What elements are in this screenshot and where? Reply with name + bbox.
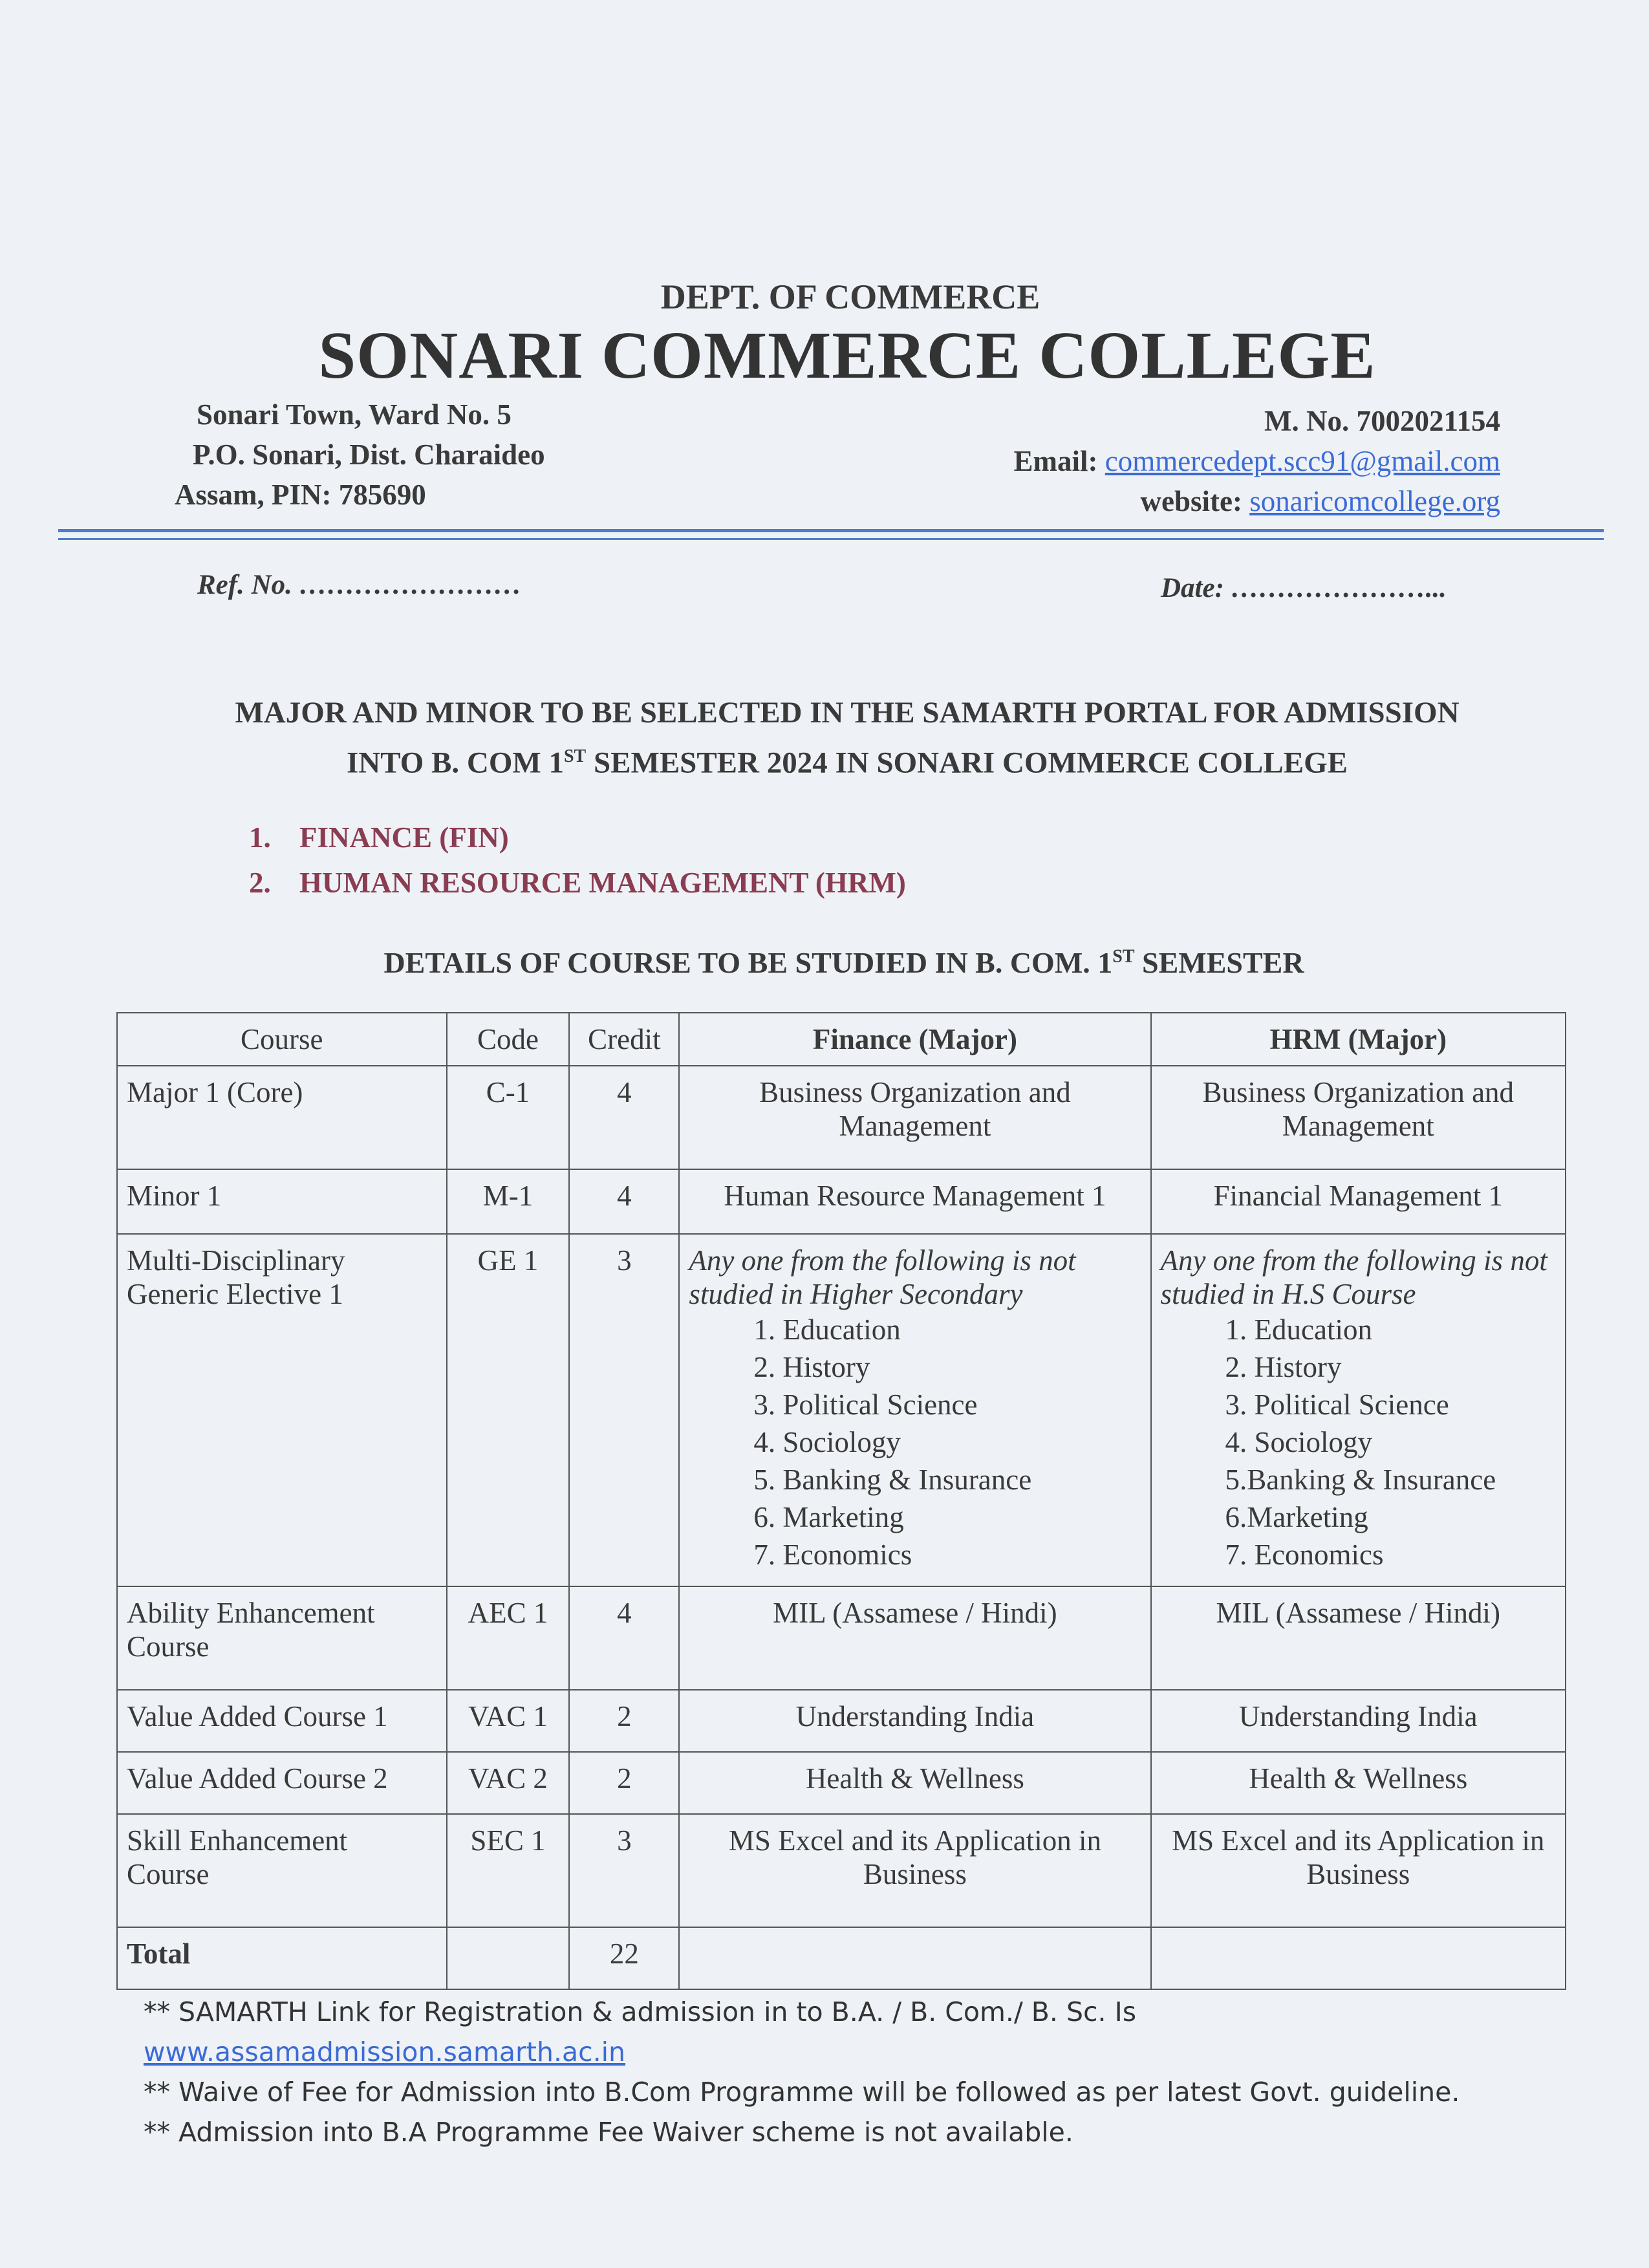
ref-number: Ref. No. …………………… bbox=[197, 570, 522, 600]
mobile-number: M. No. 7002021154 bbox=[1264, 405, 1500, 437]
list-item: 5.Banking & Insurance bbox=[1225, 1463, 1496, 1496]
note-ba-waiver: ** Admission into B.A Programme Fee Waiver scheme is not available. bbox=[144, 2117, 1073, 2148]
table-row bbox=[117, 1690, 1566, 1752]
cell-code: VAC 1 bbox=[447, 1690, 570, 1752]
cell-credit: 3 bbox=[569, 1814, 679, 1927]
list-item: 2. HUMAN RESOURCE MANAGEMENT (HRM) bbox=[249, 867, 906, 899]
college-address bbox=[175, 394, 545, 515]
table-header-row bbox=[117, 1013, 1566, 1066]
website-line bbox=[1014, 481, 1500, 521]
cell-course: Multi-Disciplinary Generic Elective 1 bbox=[117, 1234, 447, 1586]
address-line: Assam, PIN: 785690 bbox=[175, 479, 426, 511]
note-samarth: ** SAMARTH Link for Registration & admission in to B.A. / B. Com./ B. Sc. Is bbox=[144, 1996, 1137, 2027]
cell-code: VAC 2 bbox=[447, 1752, 570, 1814]
cell-course: Minor 1 bbox=[117, 1169, 447, 1234]
website-link[interactable]: sonaricomcollege.org bbox=[1249, 485, 1500, 517]
contact-block bbox=[1014, 401, 1500, 521]
cell-code: SEC 1 bbox=[447, 1814, 570, 1927]
email-link[interactable]: commercedept.scc91@gmail.com bbox=[1105, 445, 1500, 477]
list-item: 6. Marketing bbox=[753, 1501, 904, 1533]
table-row bbox=[117, 1814, 1566, 1927]
cell-credit: 4 bbox=[569, 1169, 679, 1234]
cell-hrm: Financial Management 1 bbox=[1151, 1169, 1566, 1234]
list-item: 1. Education bbox=[753, 1313, 901, 1346]
cell-hrm: Business Organization and Management bbox=[1151, 1066, 1566, 1169]
elective-note: Any one from the following is not studied in H.S Course bbox=[1160, 1244, 1547, 1310]
cell-code: AEC 1 bbox=[447, 1586, 570, 1690]
majors-list bbox=[249, 815, 906, 905]
heading-line-1: MAJOR AND MINOR TO BE SELECTED IN THE SAMARTH PORTAL FOR ADMISSION bbox=[235, 696, 1460, 729]
letterhead-divider bbox=[58, 529, 1604, 532]
table-row bbox=[117, 1169, 1566, 1234]
cell-empty bbox=[447, 1927, 570, 1989]
course-table bbox=[116, 1012, 1566, 1990]
address-line: Sonari Town, Ward No. 5 bbox=[197, 398, 512, 431]
cell-course: Value Added Course 1 bbox=[117, 1690, 447, 1752]
cell-hrm: Health & Wellness bbox=[1151, 1752, 1566, 1814]
cell-code: GE 1 bbox=[447, 1234, 570, 1586]
cell-finance: MS Excel and its Application in Business bbox=[679, 1814, 1150, 1927]
cell-finance: Business Organization and Management bbox=[679, 1066, 1150, 1169]
cell-hrm: Understanding India bbox=[1151, 1690, 1566, 1752]
cell-empty bbox=[1151, 1927, 1566, 1989]
cell-course: Ability Enhancement Course bbox=[117, 1586, 447, 1690]
cell-credit: 3 bbox=[569, 1234, 679, 1586]
table-total-row bbox=[117, 1927, 1566, 1989]
email-line bbox=[1014, 441, 1500, 481]
elective-list bbox=[1161, 1311, 1556, 1573]
note-fee-waiver: ** Waive of Fee for Admission into B.Com Programme will be followed as per latest Govt. guideline. bbox=[144, 2077, 1460, 2108]
cell-course: Value Added Course 2 bbox=[117, 1752, 447, 1814]
list-item: 7. Economics bbox=[753, 1539, 912, 1571]
list-item: 2. History bbox=[753, 1351, 870, 1383]
table-row bbox=[117, 1066, 1566, 1169]
heading-line-2: INTO B. COM 1ST SEMESTER 2024 IN SONARI COMMERCE COLLEGE bbox=[346, 746, 1348, 780]
email-label: Email: bbox=[1013, 445, 1098, 477]
cell-code: M-1 bbox=[447, 1169, 570, 1234]
dept-title: DEPT. OF COMMERCE bbox=[660, 277, 1040, 316]
list-item: 3. Political Science bbox=[753, 1388, 978, 1421]
footer-notes bbox=[144, 1992, 1460, 2152]
cell-finance: Human Resource Management 1 bbox=[679, 1169, 1150, 1234]
list-item: 4. Sociology bbox=[1225, 1426, 1373, 1458]
cell-credit: 2 bbox=[569, 1752, 679, 1814]
cell-hrm: MS Excel and its Application in Business bbox=[1151, 1814, 1566, 1927]
elective-note: Any one from the following is not studied in Higher Secondary bbox=[689, 1244, 1076, 1310]
cell-credit: 2 bbox=[569, 1690, 679, 1752]
list-item: 6.Marketing bbox=[1225, 1501, 1368, 1533]
cell-total-credit: 22 bbox=[569, 1927, 679, 1989]
column-header: Finance (Major) bbox=[679, 1013, 1150, 1066]
cell-finance bbox=[679, 1234, 1150, 1586]
cell-empty bbox=[679, 1927, 1150, 1989]
column-header: Credit bbox=[569, 1013, 679, 1066]
cell-finance: Understanding India bbox=[679, 1690, 1150, 1752]
cell-credit: 4 bbox=[569, 1066, 679, 1169]
letterhead-divider bbox=[58, 538, 1604, 540]
list-item: 1. FINANCE (FIN) bbox=[249, 821, 509, 854]
list-item: 1. Education bbox=[1225, 1313, 1372, 1346]
column-header: Code bbox=[447, 1013, 570, 1066]
date-field: Date: …………………... bbox=[1161, 573, 1447, 603]
column-header: HRM (Major) bbox=[1151, 1013, 1566, 1066]
list-item: 3. Political Science bbox=[1225, 1388, 1449, 1421]
table-heading: DETAILS OF COURSE TO BE STUDIED IN B. COM. 1ST SEMESTER bbox=[383, 946, 1304, 979]
cell-total-label: Total bbox=[117, 1927, 447, 1989]
cell-finance: Health & Wellness bbox=[679, 1752, 1150, 1814]
elective-list bbox=[689, 1311, 1141, 1573]
address-line: P.O. Sonari, Dist. Charaideo bbox=[193, 438, 545, 471]
college-name: SONARI COMMERCE COLLEGE bbox=[318, 318, 1376, 393]
cell-code: C-1 bbox=[447, 1066, 570, 1169]
table-row bbox=[117, 1234, 1566, 1586]
list-item: 4. Sociology bbox=[753, 1426, 901, 1458]
list-item: 5. Banking & Insurance bbox=[753, 1463, 1032, 1496]
cell-hrm bbox=[1151, 1234, 1566, 1586]
cell-credit: 4 bbox=[569, 1586, 679, 1690]
list-item: 7. Economics bbox=[1225, 1539, 1384, 1571]
cell-hrm: MIL (Assamese / Hindi) bbox=[1151, 1586, 1566, 1690]
table-row bbox=[117, 1752, 1566, 1814]
cell-course: Major 1 (Core) bbox=[117, 1066, 447, 1169]
notice-heading bbox=[0, 691, 1649, 785]
list-item: 2. History bbox=[1225, 1351, 1342, 1383]
column-header: Course bbox=[117, 1013, 447, 1066]
samarth-link[interactable]: www.assamadmission.samarth.ac.in bbox=[144, 2036, 626, 2068]
cell-course: Skill Enhancement Course bbox=[117, 1814, 447, 1927]
table-row bbox=[117, 1586, 1566, 1690]
cell-finance: MIL (Assamese / Hindi) bbox=[679, 1586, 1150, 1690]
website-label: website: bbox=[1140, 485, 1242, 517]
